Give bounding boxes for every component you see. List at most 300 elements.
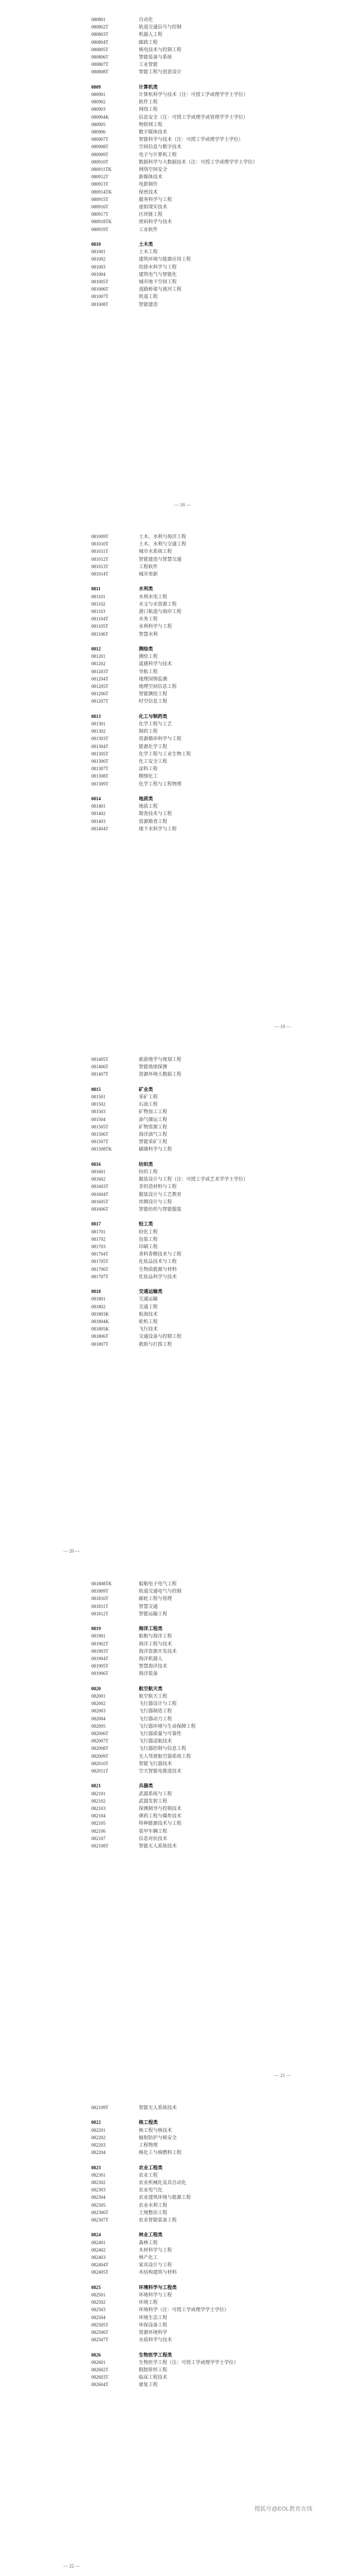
major-name: 武器系统与工程 <box>139 1790 173 1796</box>
major-row <box>0 1310 364 1318</box>
major-code: 081207T <box>91 698 109 704</box>
major-row <box>0 2216 364 2224</box>
major-code: 082201 <box>91 2127 106 2133</box>
major-name: 农业智能装备工程 <box>139 2217 177 2223</box>
major-name: 给排水科学与工程 <box>139 264 177 270</box>
major-name: 特种能源技术与工程 <box>139 1821 182 1826</box>
category-name: 交通运输类 <box>139 1289 163 1295</box>
major-code: 082006T <box>91 1731 109 1736</box>
major-name: 服装设计与工艺教育 <box>139 1191 182 1197</box>
major-name: 环境科学（注：可授工学或理学学士学位） <box>139 2307 229 2313</box>
major-name: 服务科学与工程 <box>139 196 173 202</box>
major-name: 城市水系统工程 <box>139 549 173 554</box>
blank-row <box>0 2224 364 2231</box>
major-code: 082102 <box>91 1798 106 1804</box>
major-row <box>0 1603 364 1610</box>
major-row <box>0 1655 364 1662</box>
major-code: 081705T <box>91 1259 109 1265</box>
category-name: 兵器类 <box>139 1783 154 1789</box>
major-name: 康复工程 <box>139 2382 158 2388</box>
major-name: 铁道工程 <box>139 294 158 300</box>
major-name: 纺织工程 <box>139 1169 158 1174</box>
major-row <box>0 143 364 150</box>
major-name: 木结构建筑与材料 <box>139 2269 177 2275</box>
major-code: 0811 <box>91 586 101 592</box>
major-code: 081103 <box>91 609 106 614</box>
blank-row <box>0 788 364 795</box>
major-code: 081309T <box>91 781 109 787</box>
major-code: 080918TK <box>91 219 112 225</box>
major-code: 082302 <box>91 2180 106 2185</box>
major-row <box>0 248 364 255</box>
major-row <box>0 2381 364 2388</box>
major-code: 081204T <box>91 676 109 682</box>
major-name: 土木工程 <box>139 249 158 255</box>
major-row <box>0 1116 364 1123</box>
major-name: 核工程与核技术 <box>139 2127 173 2133</box>
major-code: 081202 <box>91 661 106 667</box>
blank-row <box>0 2156 364 2163</box>
major-name: 精细化工 <box>139 773 158 779</box>
major-row <box>0 278 364 285</box>
major-name: 核化工与核燃料工程 <box>139 2150 182 2156</box>
major-code: 081703 <box>91 1244 106 1249</box>
major-name: 智能科学与技术（注：可授工学或理学学士学位） <box>139 137 244 142</box>
major-code: 080905 <box>91 121 106 127</box>
major-code: 0817 <box>91 1221 101 1227</box>
major-name: 智慧海洋技术 <box>139 1663 168 1669</box>
major-row <box>0 1835 364 1842</box>
major-code: 081504 <box>91 1116 106 1122</box>
major-code: 081104T <box>91 616 109 622</box>
major-row <box>0 1191 364 1198</box>
major-row <box>0 2359 364 2366</box>
page-number: — 19 — <box>274 1024 291 1029</box>
major-name: 时空信息工程 <box>139 698 168 704</box>
major-code: 081407T <box>91 1071 109 1077</box>
major-name: 化学工程与工艺 <box>139 721 173 726</box>
major-code: 081801 <box>91 1296 106 1302</box>
major-row <box>0 2194 364 2201</box>
major-name: 保密技术 <box>139 189 158 195</box>
major-row <box>0 1805 364 1812</box>
major-name: 智能纺织与智能服装 <box>139 1206 182 1212</box>
major-name: 航空航天工程 <box>139 1693 168 1699</box>
major-row <box>0 1580 364 1587</box>
major-code: 081707T <box>91 1273 109 1279</box>
major-code: 081902T <box>91 1641 109 1646</box>
major-row <box>0 1325 364 1333</box>
major-row <box>0 1662 364 1670</box>
major-row <box>0 2149 364 2156</box>
major-name: 自动化 <box>139 17 154 22</box>
major-row <box>0 1273 364 1280</box>
major-code: 081502 <box>91 1102 106 1107</box>
major-row <box>0 1198 364 1205</box>
major-row <box>0 2209 364 2216</box>
major-row <box>0 675 364 683</box>
major-row <box>0 255 364 263</box>
major-row <box>0 810 364 817</box>
major-name: 水质科学与技术 <box>139 2337 173 2343</box>
major-name: 建筑环境与能源应用工程 <box>139 256 191 262</box>
major-name: 船舶电子电气工程 <box>139 1581 177 1586</box>
major-name: 密码科学与技术 <box>139 219 173 225</box>
major-row <box>0 2373 364 2381</box>
major-name: 土地整治工程 <box>139 2209 168 2215</box>
watermark: 搜狐号@EOL教育在线 <box>254 2506 313 2512</box>
major-row <box>0 1812 364 1820</box>
major-name: 工程软件 <box>139 563 158 569</box>
category-name: 林业工程类 <box>139 2232 163 2238</box>
major-code: 082603T <box>91 2374 109 2380</box>
major-code: 081603T <box>91 1184 109 1190</box>
major-code: 081803K <box>91 1311 109 1317</box>
major-name: 计算机科学与技术（注：可授工学或理学学士学位） <box>139 92 248 97</box>
major-code: 081501 <box>91 1094 106 1099</box>
major-name: 石油工程 <box>139 1102 158 1107</box>
major-row <box>0 2299 364 2306</box>
major-name: 网络工程 <box>139 107 158 112</box>
blank-row <box>0 578 364 585</box>
major-row <box>0 697 364 705</box>
page-number: — 18 — <box>174 502 191 507</box>
major-code: 081404T <box>91 826 109 831</box>
major-code: 081201 <box>91 654 106 659</box>
major-row <box>0 1737 364 1745</box>
major-row <box>0 593 364 600</box>
major-code: 082404T <box>91 2262 109 2268</box>
category-row <box>0 241 364 248</box>
major-code: 081405T <box>91 1057 109 1062</box>
major-row <box>0 1640 364 1648</box>
major-code: 081806T <box>91 1334 109 1339</box>
major-name: 香料香精技术与工程 <box>139 1251 182 1257</box>
major-name: 飞行器制造工程 <box>139 1708 173 1714</box>
major-code: 082602T <box>91 2367 109 2372</box>
major-name: 化妆品技术与工程 <box>139 1259 177 1265</box>
major-name: 农业机械化及其自动化 <box>139 2180 187 2185</box>
major-row <box>0 1587 364 1595</box>
major-code: 082010T <box>91 1760 109 1766</box>
major-name: 环境生态工程 <box>139 2314 168 2320</box>
major-row <box>0 16 364 23</box>
major-row <box>0 98 364 106</box>
major-code: 0823 <box>91 2165 101 2170</box>
major-name: 环保设备工程 <box>139 2322 168 2328</box>
major-code: 082204 <box>91 2150 106 2156</box>
major-row <box>0 556 364 563</box>
blank-row <box>0 233 364 241</box>
major-row <box>0 1138 364 1145</box>
major-name: 飞行器设计与工程 <box>139 1701 177 1707</box>
major-name: 信息安全（注：可授工学或理学或管理学学士学位） <box>139 114 248 120</box>
major-code: 080902 <box>91 99 106 105</box>
major-name: 海洋工程与技术 <box>139 1641 173 1646</box>
major-code: 082007T <box>91 1738 109 1744</box>
major-code: 081401 <box>91 803 106 809</box>
page-number: — 20 — <box>63 1548 80 1554</box>
major-row <box>0 1820 364 1827</box>
major-code: 081704T <box>91 1251 109 1257</box>
major-name: 工业软件 <box>139 226 158 232</box>
major-code: 0822 <box>91 2120 101 2125</box>
major-code: 0825 <box>91 2284 101 2290</box>
major-code: 080914TK <box>91 189 112 195</box>
major-code: 081303T <box>91 736 109 742</box>
major-row <box>0 1266 364 1273</box>
category-name: 测绘类 <box>139 646 154 652</box>
major-row <box>0 136 364 143</box>
major-code: 0820 <box>91 1686 101 1691</box>
major-row <box>0 68 364 75</box>
major-row <box>0 2239 364 2246</box>
major-row <box>0 1700 364 1707</box>
major-row <box>0 772 364 780</box>
major-row <box>0 563 364 570</box>
major-code: 081306T <box>91 759 109 764</box>
major-name: 轨道交通电气与控制 <box>139 1588 182 1594</box>
major-code: 082005 <box>91 1723 106 1729</box>
major-row <box>0 1753 364 1760</box>
blank-row <box>0 1213 364 1220</box>
major-name: 木材科学与工程 <box>139 2247 173 2253</box>
major-code: 081812T <box>91 1611 109 1616</box>
major-code: 081604T <box>91 1191 109 1197</box>
major-name: 包装工程 <box>139 1236 158 1242</box>
major-code: 082304 <box>91 2195 106 2200</box>
major-row <box>0 2321 364 2329</box>
major-code: 081014T <box>91 571 109 577</box>
category-name: 航空航天类 <box>139 1686 163 1691</box>
blank-row <box>0 2276 364 2284</box>
major-code: 082001 <box>91 1693 106 1699</box>
major-code: 082107 <box>91 1835 106 1841</box>
major-row <box>0 2104 364 2111</box>
major-row <box>0 271 364 278</box>
major-row <box>0 1056 364 1063</box>
major-name: 新媒体技术 <box>139 174 163 180</box>
major-row <box>0 825 364 832</box>
major-row <box>0 151 364 158</box>
blank-row <box>0 1775 364 1782</box>
major-row <box>0 2306 364 2313</box>
major-code: 080906 <box>91 129 106 135</box>
major-row <box>0 2314 364 2321</box>
major-code: 082507T <box>91 2337 109 2343</box>
major-row <box>0 1100 364 1108</box>
category-name: 水利类 <box>139 586 154 592</box>
major-code: 081904T <box>91 1656 109 1661</box>
major-name: 城市更新 <box>139 571 158 577</box>
major-name: 智能运输工程 <box>139 1611 168 1616</box>
major-name: 资源环境科学 <box>139 2330 168 2335</box>
major-name: 城市地下空间工程 <box>139 279 177 284</box>
major-name: 印刷工程 <box>139 1244 158 1249</box>
major-row <box>0 765 364 772</box>
major-row <box>0 630 364 638</box>
major-name: 智能飞行器技术 <box>139 1760 173 1766</box>
major-code: 081105T <box>91 624 109 629</box>
major-name: 智能无人系统技术 <box>139 2105 177 2110</box>
major-row <box>0 2179 364 2186</box>
major-name: 电影制作 <box>139 181 158 187</box>
category-row <box>0 1220 364 1228</box>
major-row <box>0 46 364 53</box>
major-row <box>0 1722 364 1730</box>
major-code: 081808TK <box>91 1581 112 1586</box>
major-code: 081901 <box>91 1633 106 1639</box>
major-name: 辐射防护与核安全 <box>139 2134 177 2140</box>
major-code: 082004 <box>91 1716 106 1721</box>
major-name: 采矿工程 <box>139 1094 158 1099</box>
major-name: 资源勘查工程 <box>139 818 168 824</box>
major-name: 农业工程 <box>139 2172 158 2178</box>
major-row <box>0 218 364 225</box>
category-row <box>0 1288 364 1295</box>
major-code: 080917T <box>91 212 109 217</box>
category-row <box>0 795 364 802</box>
major-code: 082402 <box>91 2247 106 2253</box>
major-code: 082303 <box>91 2187 106 2193</box>
major-row <box>0 1303 364 1310</box>
major-row <box>0 1648 364 1655</box>
major-code: 080807T <box>91 62 109 68</box>
major-name: 地理空间信息工程 <box>139 684 177 689</box>
major-name: 智能建造与智慧交通 <box>139 556 182 562</box>
category-name: 农业工程类 <box>139 2165 163 2170</box>
major-name: 农业建筑环境与能源工程 <box>139 2195 191 2200</box>
category-name: 地质类 <box>139 796 154 801</box>
major-row <box>0 1632 364 1640</box>
major-code: 082009T <box>91 1753 109 1759</box>
major-name: 环境工程 <box>139 2300 158 2305</box>
blank-row <box>0 1617 364 1625</box>
major-row <box>0 180 364 188</box>
major-name: 资源循环科学与工程 <box>139 736 182 742</box>
page-number: — 21 — <box>274 2073 291 2078</box>
major-name: 飞行器质量与可靠性 <box>139 1731 182 1736</box>
major-name: 弹药工程与爆炸技术 <box>139 1813 182 1819</box>
major-code: 0810 <box>91 242 101 247</box>
major-code: 080910T <box>91 159 109 165</box>
major-row <box>0 1767 364 1775</box>
major-name: 智能工程与创意设计 <box>139 69 182 75</box>
major-code: 080802T <box>91 24 109 30</box>
major-code: 080806T <box>91 54 109 60</box>
major-row <box>0 226 364 233</box>
major-name: 无人驾驶航空器系统工程 <box>139 1753 191 1759</box>
major-code: 082306T <box>91 2209 109 2215</box>
major-row <box>0 780 364 788</box>
major-row <box>0 2134 364 2141</box>
major-name: 矿物资源工程 <box>139 1124 168 1129</box>
major-name: 油气储运工程 <box>139 1116 168 1122</box>
major-code: 080907T <box>91 137 109 142</box>
major-row <box>0 727 364 735</box>
major-row <box>0 2171 364 2179</box>
major-code: 081505T <box>91 1124 109 1129</box>
category-row <box>0 2351 364 2359</box>
major-row <box>0 128 364 136</box>
major-row <box>0 2291 364 2299</box>
major-code: 081809T <box>91 1588 109 1594</box>
major-row <box>0 1730 364 1737</box>
major-code: 081402 <box>91 811 106 817</box>
major-code: 0814 <box>91 796 101 801</box>
major-row <box>0 1250 364 1258</box>
major-name: 农业电气化 <box>139 2187 163 2193</box>
blank-row <box>0 2343 364 2351</box>
major-code: 081606T <box>91 1206 109 1212</box>
blank-row <box>0 705 364 713</box>
major-code: 080909T <box>91 151 109 157</box>
major-row <box>0 2201 364 2209</box>
major-code: 081106T <box>91 631 109 637</box>
major-row <box>0 1595 364 1602</box>
major-row <box>0 1340 364 1348</box>
major-row <box>0 1258 364 1265</box>
major-code: 080804T <box>91 39 109 45</box>
category-row <box>0 2231 364 2238</box>
major-name: 化学工程与工程物理 <box>139 781 182 787</box>
category-name: 计算机类 <box>139 84 158 90</box>
major-row <box>0 600 364 608</box>
major-code: 080912T <box>91 174 109 180</box>
major-name: 水利科学与工程 <box>139 624 173 629</box>
major-name: 空天智能电推进技术 <box>139 1768 182 1774</box>
major-code: 081601 <box>91 1169 106 1174</box>
major-row <box>0 750 364 758</box>
major-row <box>0 1070 364 1078</box>
major-code: 080913T <box>91 181 109 187</box>
major-code: 082203 <box>91 2142 106 2148</box>
major-name: 海洋油气工程 <box>139 1132 168 1137</box>
major-name: 物联网工程 <box>139 121 163 127</box>
major-code: 080916T <box>91 204 109 209</box>
major-code: 081012T <box>91 556 109 562</box>
major-code: 0821 <box>91 1783 101 1789</box>
major-row <box>0 743 364 750</box>
major-code: 0812 <box>91 646 101 652</box>
major-name: 海洋机器人 <box>139 1656 163 1661</box>
major-name: 丝绸设计与工程 <box>139 1199 173 1204</box>
major-row <box>0 2141 364 2149</box>
major-name: 装甲车辆工程 <box>139 1828 168 1834</box>
major-name: 智慧交通 <box>139 1603 158 1609</box>
major-row <box>0 1333 364 1340</box>
major-name: 智能建造 <box>139 301 158 307</box>
major-code: 081706T <box>91 1266 109 1272</box>
major-name: 地下水科学与工程 <box>139 826 177 831</box>
major-code: 081009T <box>91 534 109 539</box>
major-name: 碳储科学与工程 <box>139 1146 173 1152</box>
category-name: 纺织类 <box>139 1161 154 1167</box>
category-row <box>0 713 364 720</box>
major-code: 082403 <box>91 2255 106 2260</box>
major-code: 082104 <box>91 1813 106 1819</box>
category-row <box>0 2119 364 2126</box>
major-row <box>0 2336 364 2343</box>
major-row <box>0 533 364 540</box>
major-row <box>0 301 364 308</box>
major-code: 081001 <box>91 249 106 255</box>
major-code: 080808T <box>91 69 109 75</box>
major-name: 轨道交通信号与控制 <box>139 24 182 30</box>
major-name: 船舶与海洋工程 <box>139 1633 173 1639</box>
major-name: 飞行器动力工程 <box>139 1716 173 1721</box>
major-code: 081702 <box>91 1236 106 1242</box>
